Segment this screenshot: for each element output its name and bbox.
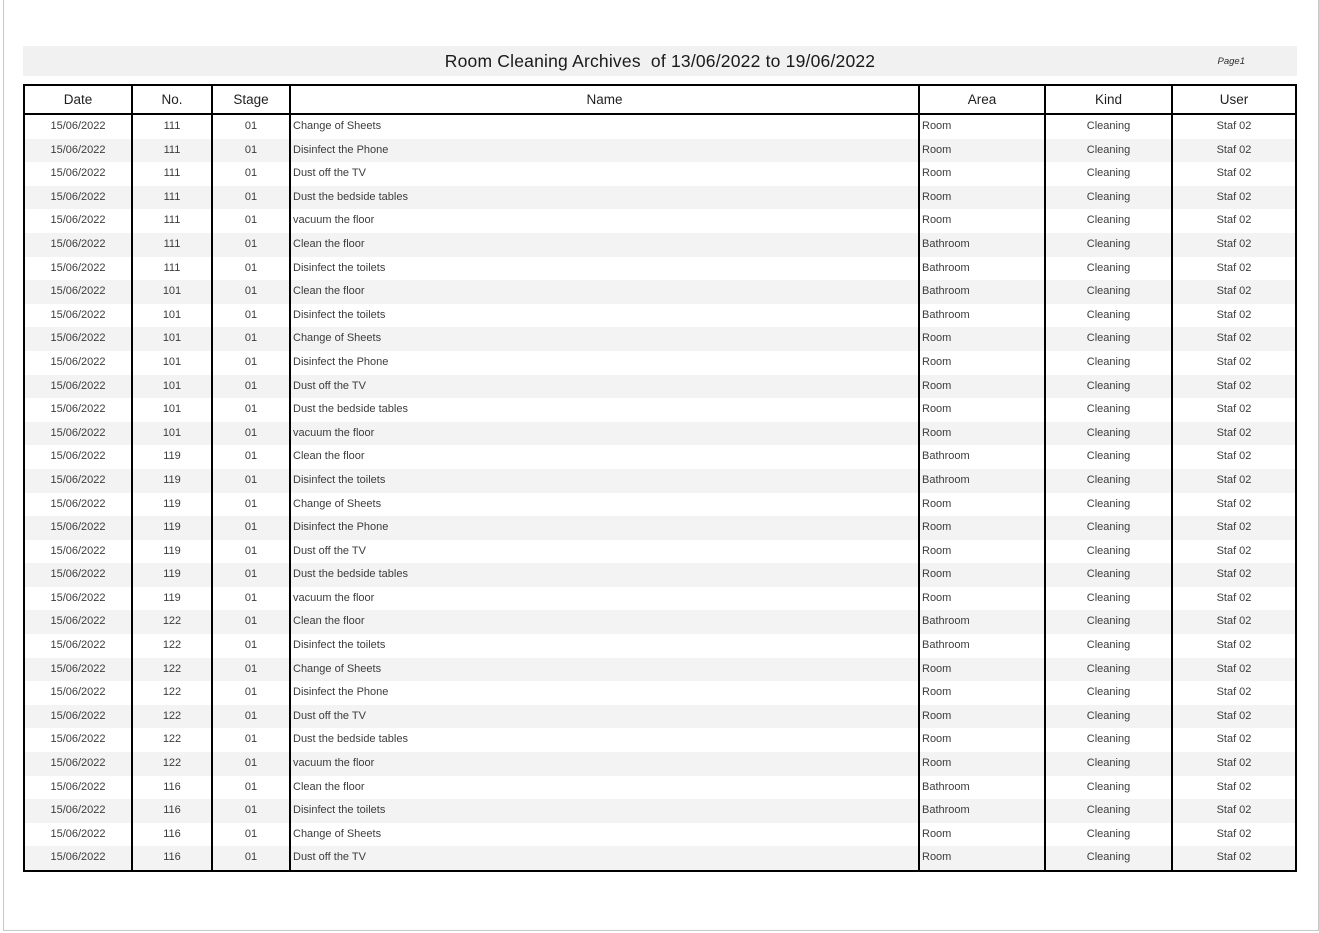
cell-kind: Cleaning [1045,422,1172,446]
cell-user: Staf 02 [1172,186,1296,210]
cell-date: 15/06/2022 [24,280,132,304]
cell-user: Staf 02 [1172,162,1296,186]
cell-user: Staf 02 [1172,728,1296,752]
cell-date: 15/06/2022 [24,540,132,564]
cell-name: Disinfect the toilets [290,469,919,493]
cell-stage: 01 [212,658,290,682]
cell-user: Staf 02 [1172,587,1296,611]
cell-kind: Cleaning [1045,846,1172,871]
cell-user: Staf 02 [1172,280,1296,304]
cell-name: Dust off the TV [290,846,919,871]
cell-user: Staf 02 [1172,445,1296,469]
cell-user: Staf 02 [1172,540,1296,564]
cell-date: 15/06/2022 [24,209,132,233]
cell-date: 15/06/2022 [24,587,132,611]
cell-stage: 01 [212,587,290,611]
cell-kind: Cleaning [1045,493,1172,517]
cell-no: 101 [132,422,212,446]
cell-stage: 01 [212,422,290,446]
cell-kind: Cleaning [1045,209,1172,233]
cell-date: 15/06/2022 [24,610,132,634]
column-header-stage: Stage [212,85,290,114]
cell-no: 116 [132,799,212,823]
cell-name: Clean the floor [290,610,919,634]
cell-area: Room [919,587,1045,611]
column-header-user: User [1172,85,1296,114]
cell-name: Clean the floor [290,280,919,304]
table-header-row [24,85,1296,114]
cell-no: 101 [132,351,212,375]
cell-date: 15/06/2022 [24,799,132,823]
cell-name: Disinfect the toilets [290,257,919,281]
cell-area: Room [919,351,1045,375]
cell-date: 15/06/2022 [24,162,132,186]
cell-name: Disinfect the Phone [290,681,919,705]
table-header [24,85,1296,114]
cell-stage: 01 [212,233,290,257]
cell-date: 15/06/2022 [24,846,132,871]
cell-area: Room [919,422,1045,446]
cell-stage: 01 [212,186,290,210]
cell-no: 122 [132,681,212,705]
cell-no: 101 [132,375,212,399]
cell-stage: 01 [212,162,290,186]
report-table-container [23,84,1297,872]
cell-name: Dust off the TV [290,375,919,399]
cleaning-archive-table [23,84,1297,872]
column-header-area: Area [919,85,1045,114]
cell-name: Clean the floor [290,233,919,257]
cell-stage: 01 [212,398,290,422]
cell-no: 122 [132,728,212,752]
cell-stage: 01 [212,139,290,163]
cell-name: Dust the bedside tables [290,563,919,587]
cell-user: Staf 02 [1172,139,1296,163]
cell-name: Clean the floor [290,776,919,800]
cell-kind: Cleaning [1045,351,1172,375]
cell-user: Staf 02 [1172,233,1296,257]
cell-no: 119 [132,563,212,587]
cell-stage: 01 [212,445,290,469]
cell-user: Staf 02 [1172,681,1296,705]
table-row [24,304,1296,328]
cell-kind: Cleaning [1045,587,1172,611]
cell-area: Bathroom [919,445,1045,469]
cell-no: 122 [132,752,212,776]
column-header-kind: Kind [1045,85,1172,114]
cell-date: 15/06/2022 [24,752,132,776]
table-row [24,469,1296,493]
table-row [24,634,1296,658]
table-row [24,139,1296,163]
table-row [24,445,1296,469]
cell-area: Room [919,681,1045,705]
column-header-date: Date [24,85,132,114]
cell-user: Staf 02 [1172,304,1296,328]
table-row [24,493,1296,517]
cell-stage: 01 [212,493,290,517]
cell-user: Staf 02 [1172,563,1296,587]
cell-no: 111 [132,209,212,233]
table-row [24,398,1296,422]
cell-user: Staf 02 [1172,658,1296,682]
cell-no: 111 [132,114,212,139]
cell-area: Room [919,114,1045,139]
cell-stage: 01 [212,257,290,281]
cell-no: 122 [132,658,212,682]
cell-area: Room [919,209,1045,233]
table-row [24,752,1296,776]
cell-user: Staf 02 [1172,823,1296,847]
table-row [24,209,1296,233]
cell-area: Bathroom [919,233,1045,257]
cell-no: 119 [132,493,212,517]
cell-date: 15/06/2022 [24,257,132,281]
cell-kind: Cleaning [1045,563,1172,587]
cell-area: Room [919,398,1045,422]
table-row [24,162,1296,186]
cell-name: Change of Sheets [290,493,919,517]
cell-no: 119 [132,540,212,564]
cell-stage: 01 [212,823,290,847]
cell-area: Bathroom [919,634,1045,658]
cell-stage: 01 [212,634,290,658]
cell-area: Bathroom [919,304,1045,328]
table-row [24,823,1296,847]
cell-kind: Cleaning [1045,280,1172,304]
cell-name: Change of Sheets [290,327,919,351]
cell-kind: Cleaning [1045,823,1172,847]
cell-name: Disinfect the toilets [290,634,919,658]
table-row [24,516,1296,540]
table-row [24,658,1296,682]
cell-name: Disinfect the Phone [290,351,919,375]
cell-user: Staf 02 [1172,114,1296,139]
cell-date: 15/06/2022 [24,375,132,399]
cell-user: Staf 02 [1172,209,1296,233]
table-row [24,728,1296,752]
cell-name: Dust the bedside tables [290,728,919,752]
cell-kind: Cleaning [1045,776,1172,800]
table-row [24,563,1296,587]
cell-kind: Cleaning [1045,398,1172,422]
cell-stage: 01 [212,516,290,540]
cell-kind: Cleaning [1045,114,1172,139]
cell-name: Change of Sheets [290,114,919,139]
cell-date: 15/06/2022 [24,493,132,517]
cell-area: Room [919,846,1045,871]
cell-date: 15/06/2022 [24,563,132,587]
cell-stage: 01 [212,752,290,776]
cell-name: vacuum the floor [290,422,919,446]
cell-date: 15/06/2022 [24,422,132,446]
cell-date: 15/06/2022 [24,705,132,729]
table-row [24,776,1296,800]
cell-area: Room [919,375,1045,399]
cell-stage: 01 [212,540,290,564]
cell-date: 15/06/2022 [24,681,132,705]
cell-stage: 01 [212,327,290,351]
cell-name: Dust the bedside tables [290,398,919,422]
cell-user: Staf 02 [1172,422,1296,446]
cell-kind: Cleaning [1045,516,1172,540]
cell-kind: Cleaning [1045,304,1172,328]
cell-date: 15/06/2022 [24,823,132,847]
cell-area: Bathroom [919,799,1045,823]
cell-area: Room [919,705,1045,729]
cell-stage: 01 [212,799,290,823]
cell-area: Room [919,823,1045,847]
cell-date: 15/06/2022 [24,658,132,682]
cell-no: 111 [132,257,212,281]
table-row [24,233,1296,257]
cell-stage: 01 [212,375,290,399]
cell-area: Room [919,658,1045,682]
cell-date: 15/06/2022 [24,304,132,328]
cell-kind: Cleaning [1045,233,1172,257]
cell-kind: Cleaning [1045,799,1172,823]
cell-kind: Cleaning [1045,634,1172,658]
table-body [24,114,1296,871]
cell-user: Staf 02 [1172,846,1296,871]
cell-area: Bathroom [919,257,1045,281]
cell-no: 111 [132,233,212,257]
cell-date: 15/06/2022 [24,233,132,257]
table-row [24,422,1296,446]
table-row [24,846,1296,871]
cell-kind: Cleaning [1045,540,1172,564]
cell-kind: Cleaning [1045,139,1172,163]
report-title: Room Cleaning Archives of 13/06/2022 to 19/06/2022 [444,51,876,71]
cell-kind: Cleaning [1045,752,1172,776]
cell-kind: Cleaning [1045,162,1172,186]
cell-name: Dust the bedside tables [290,186,919,210]
cell-area: Room [919,516,1045,540]
cell-name: Disinfect the toilets [290,799,919,823]
table-row [24,375,1296,399]
table-row [24,186,1296,210]
cell-stage: 01 [212,610,290,634]
cell-stage: 01 [212,469,290,493]
cell-no: 101 [132,398,212,422]
cell-kind: Cleaning [1045,658,1172,682]
cell-no: 119 [132,516,212,540]
cell-kind: Cleaning [1045,186,1172,210]
cell-no: 122 [132,705,212,729]
cell-no: 122 [132,634,212,658]
cell-name: Dust off the TV [290,540,919,564]
cell-no: 122 [132,610,212,634]
cell-user: Staf 02 [1172,493,1296,517]
cell-user: Staf 02 [1172,257,1296,281]
table-row [24,114,1296,139]
cell-name: Clean the floor [290,445,919,469]
cell-kind: Cleaning [1045,610,1172,634]
cell-no: 101 [132,280,212,304]
cell-name: vacuum the floor [290,587,919,611]
cell-date: 15/06/2022 [24,469,132,493]
cell-area: Room [919,563,1045,587]
cell-stage: 01 [212,681,290,705]
cell-kind: Cleaning [1045,705,1172,729]
cell-date: 15/06/2022 [24,139,132,163]
cell-date: 15/06/2022 [24,634,132,658]
cell-name: vacuum the floor [290,752,919,776]
cell-no: 101 [132,304,212,328]
table-row [24,351,1296,375]
table-row [24,327,1296,351]
cell-stage: 01 [212,351,290,375]
cell-user: Staf 02 [1172,752,1296,776]
cell-no: 119 [132,445,212,469]
cell-stage: 01 [212,563,290,587]
cell-user: Staf 02 [1172,516,1296,540]
cell-date: 15/06/2022 [24,351,132,375]
page-number-label: Page1 [1217,56,1245,67]
cell-user: Staf 02 [1172,799,1296,823]
cell-kind: Cleaning [1045,375,1172,399]
cell-name: Dust off the TV [290,162,919,186]
cell-name: Change of Sheets [290,823,919,847]
cell-name: vacuum the floor [290,209,919,233]
cell-stage: 01 [212,114,290,139]
table-row [24,257,1296,281]
table-row [24,681,1296,705]
cell-date: 15/06/2022 [24,327,132,351]
cell-area: Bathroom [919,280,1045,304]
cell-no: 101 [132,327,212,351]
cell-no: 116 [132,823,212,847]
table-row [24,587,1296,611]
cell-name: Disinfect the Phone [290,516,919,540]
table-row [24,610,1296,634]
cell-kind: Cleaning [1045,445,1172,469]
cell-kind: Cleaning [1045,728,1172,752]
cell-user: Staf 02 [1172,375,1296,399]
cell-no: 116 [132,776,212,800]
cell-area: Bathroom [919,610,1045,634]
cell-area: Room [919,162,1045,186]
cell-no: 119 [132,587,212,611]
cell-user: Staf 02 [1172,705,1296,729]
table-row [24,280,1296,304]
cell-stage: 01 [212,846,290,871]
cell-user: Staf 02 [1172,469,1296,493]
cell-date: 15/06/2022 [24,445,132,469]
table-row [24,540,1296,564]
cell-stage: 01 [212,705,290,729]
cell-area: Room [919,493,1045,517]
cell-kind: Cleaning [1045,327,1172,351]
cell-area: Room [919,752,1045,776]
cell-date: 15/06/2022 [24,516,132,540]
cell-stage: 01 [212,776,290,800]
cell-user: Staf 02 [1172,634,1296,658]
cell-kind: Cleaning [1045,681,1172,705]
cell-user: Staf 02 [1172,398,1296,422]
cell-stage: 01 [212,280,290,304]
cell-area: Bathroom [919,776,1045,800]
cell-name: Disinfect the Phone [290,139,919,163]
cell-date: 15/06/2022 [24,728,132,752]
cell-area: Room [919,327,1045,351]
report-header-band [23,46,1297,76]
cell-user: Staf 02 [1172,776,1296,800]
cell-area: Room [919,139,1045,163]
cell-user: Staf 02 [1172,351,1296,375]
cell-stage: 01 [212,304,290,328]
cell-area: Bathroom [919,469,1045,493]
cell-date: 15/06/2022 [24,186,132,210]
cell-area: Room [919,186,1045,210]
cell-name: Disinfect the toilets [290,304,919,328]
cell-no: 116 [132,846,212,871]
cell-area: Room [919,728,1045,752]
cell-stage: 01 [212,209,290,233]
cell-kind: Cleaning [1045,257,1172,281]
cell-no: 119 [132,469,212,493]
table-row [24,799,1296,823]
cell-no: 111 [132,162,212,186]
cell-stage: 01 [212,728,290,752]
cell-name: Dust off the TV [290,705,919,729]
cell-user: Staf 02 [1172,327,1296,351]
cell-name: Change of Sheets [290,658,919,682]
cell-no: 111 [132,139,212,163]
column-header-name: Name [290,85,919,114]
cell-no: 111 [132,186,212,210]
table-row [24,705,1296,729]
cell-date: 15/06/2022 [24,114,132,139]
cell-kind: Cleaning [1045,469,1172,493]
cell-area: Room [919,540,1045,564]
column-header-no: No. [132,85,212,114]
cell-user: Staf 02 [1172,610,1296,634]
cell-date: 15/06/2022 [24,776,132,800]
cell-date: 15/06/2022 [24,398,132,422]
